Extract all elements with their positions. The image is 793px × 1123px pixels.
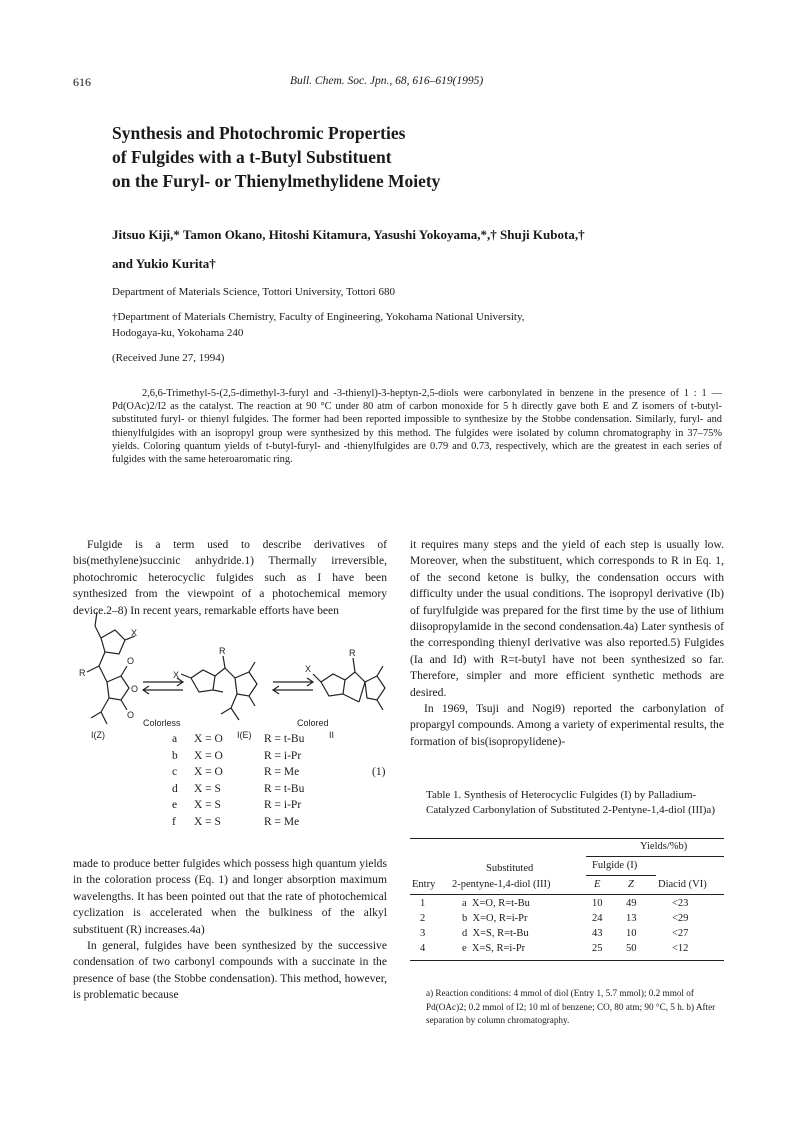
table-caption [426,788,722,818]
substituent-row: b X = O R = i-Pr [172,749,302,762]
atom-label: R [219,646,226,656]
title-line: of Fulgides with a t-Butyl Substituent [112,147,392,167]
table-cell: b X=O, R=i-Pr [462,913,528,924]
body-paragraph: made to produce better fulgides which possess high quantum yields in the coloration process (Eq. 1) and longer absorption maximum wavelengths. It has been pointed out that the rate of photochemical cyclization is accelerated when the bulkiness of the alkyl substituent (R) increases.4a) [73,857,387,936]
col-z: Z [628,879,634,890]
atom-label: X [131,628,138,638]
substituent-list [172,731,304,831]
state-label: Colorless [143,718,181,728]
title-line: Synthesis and Photochromic Properties [112,123,406,143]
table-label: Table 1. [426,789,462,801]
state-label: Colored [297,718,329,728]
table-cell: 24 [592,913,603,924]
table-cell: 10 [592,898,603,909]
table-cell: 49 [626,898,637,909]
table-1 [410,838,724,978]
title-line: on the Furyl- or Thienylmethylidene Moiety [112,171,441,191]
fulgide-header: Fulgide (I) [592,860,638,871]
table-cell: <29 [672,913,689,924]
author-list [112,220,712,278]
table-cell: 4 [420,943,426,954]
col-e: E [594,879,601,890]
substituent-row: d X = S R = t-Bu [172,782,305,795]
col-entry: Entry [412,879,436,890]
abstract-text: 2,6,6-Trimethyl-5-(2,5-dimethyl-3-furyl and -3-thienyl)-3-heptyn-2,5-diols were carbonylated in benzene in the presence of 1 : 1 — Pd(OAc)2/I2 as the catalyst. The reaction at 90 °C under 80 atm of carbon monoxide for 5 h directly gave both E and Z isomers of t-butyl-substituted furyl- or thienyl fulgides. The former had been reported impossible to synthesize by the Stobbe condensation. Similarly, furyl- and thienylfulgides with an isopropyl group were synthesized by this method. The fulgides were isolated by column chromatography in 37–75% yields. Coloring quantum yields of t-butyl-furyl- and -thienylfulgides are 0.79 and 0.73, respectively, which are the greatest in each series of fulgides with the same heteroaromatic ring. [112,388,722,466]
body-paragraph: In 1969, Tsuji and Nogi9) reported the carbonylation of propargyl compounds. Among a variety of experimental results, the formation of bis(isopropylidene)- [410,702,724,748]
table-cell: 43 [592,928,603,939]
compound-label: I(Z) [91,730,105,740]
page-number: 616 [73,75,91,89]
atom-label: X [173,670,180,680]
affiliation-line: Department of Materials Science, Tottori University, Tottori 680 [112,286,395,298]
yields-header: Yields/%b) [640,841,688,852]
table-cell: d X=S, R=t-Bu [462,928,529,939]
table-cell: 10 [626,928,637,939]
affiliation-line: †Department of Materials Chemistry, Faculty of Engineering, Yokohama National University, [112,311,525,323]
substituent-row: a X = O R = t-Bu [172,733,305,745]
table-cell: 1 [420,898,426,909]
substituent-row: e X = S R = i-Pr [172,799,302,812]
table-footnote: a) Reaction conditions: 4 mmol of diol (Entry 1, 5.7 mmol); 0.2 mmol of Pd(OAc)2; 0.2 mmol of I2; 10 ml of benzene; CO, 80 atm; 90 °C, 5 h. b) After separation by column chromatography. [426,988,716,1025]
body-right [410,537,724,750]
author-line: Jitsuo Kiji,* Tamon Okano, Hitoshi Kitamura, Yasushi Yokoyama,*,† Shuji Kubota,† [112,227,585,242]
atom-label: O [127,656,135,666]
compound-label: I(E) [237,730,252,740]
atom-label: O [131,684,139,694]
table-cell: 25 [592,943,603,954]
substituent-row: f X = S R = Me [172,815,300,828]
table-cell: <12 [672,943,689,954]
body-paragraph: it requires many steps and the yield of each step is usually low. Moreover, when the substituent, which corresponds to R in Eq. 1, of the second ketone is bulky, the condensation occurs with difficulty under the usual conditions. The isopropyl derivative (Ib) of furylfulgide was prepared for the first time by the use of lithium diisopropylamide in the second condensation.4a) Later synthesis of the corresponding thienyl derivative was also reported.5) Fulgides (Ia and Id) with R=t-butyl have not been synthesized so far. Therefore, simpler and more efficient synthetic methods are desired. [410,538,724,699]
author-line: and Yukio Kurita† [112,256,216,271]
atom-label: R [349,648,356,658]
affiliations [112,284,712,341]
equation-number: (1) [372,766,386,778]
table-cell: 2 [420,913,426,924]
table-cell: 50 [626,943,637,954]
body-paragraph: Fulgide is a term used to describe derivatives of bis(methylene)succinic anhydride.1) Thermally irreversible, photochromic heterocyclic fulgides such as I have been synthesized from the viewpoint of a photochemical memory device.2–8) In recent years, remarkable efforts have been [73,538,387,617]
body-left-bottom [73,856,387,1004]
journal-citation: Bull. Chem. Soc. Jpn., 68, 616–619(1995) [290,75,484,87]
table-cell: 3 [420,928,426,939]
atom-label: X [305,664,312,674]
table-cell: e X=S, R=i-Pr [462,943,526,954]
table-cell: <27 [672,928,689,939]
affiliation-line: Hodogaya-ku, Yokohama 240 [112,327,244,339]
body-paragraph: In general, fulgides have been synthesized by the successive condensation of two carbonyl compounds with a succinate in the presence of base (the Stobbe condensation). This method, however, is problematic because [73,939,387,1002]
received-date: (Received June 27, 1994) [112,352,225,364]
abstract [112,387,722,466]
compound-label: II [329,730,335,740]
table-cell: a X=O, R=t-Bu [462,898,530,909]
table-cell: 13 [626,913,637,924]
col-diol: 2-pentyne-1,4-diol (III) [452,879,551,890]
substituent-row: c X = O R = Me [172,766,300,779]
atom-label: R [79,668,86,678]
substituted-header: Substituted [486,863,534,874]
atom-label: O [127,710,135,720]
table-caption-text: Synthesis of Heterocyclic Fulgides (I) by Palladium-Catalyzed Carbonylation of Substituted 2-Pentyne-1,4-diol (III)a) [426,789,715,816]
col-diacid: Diacid (VI) [658,879,707,890]
table-cell: <23 [672,898,689,909]
article-title [112,121,712,193]
